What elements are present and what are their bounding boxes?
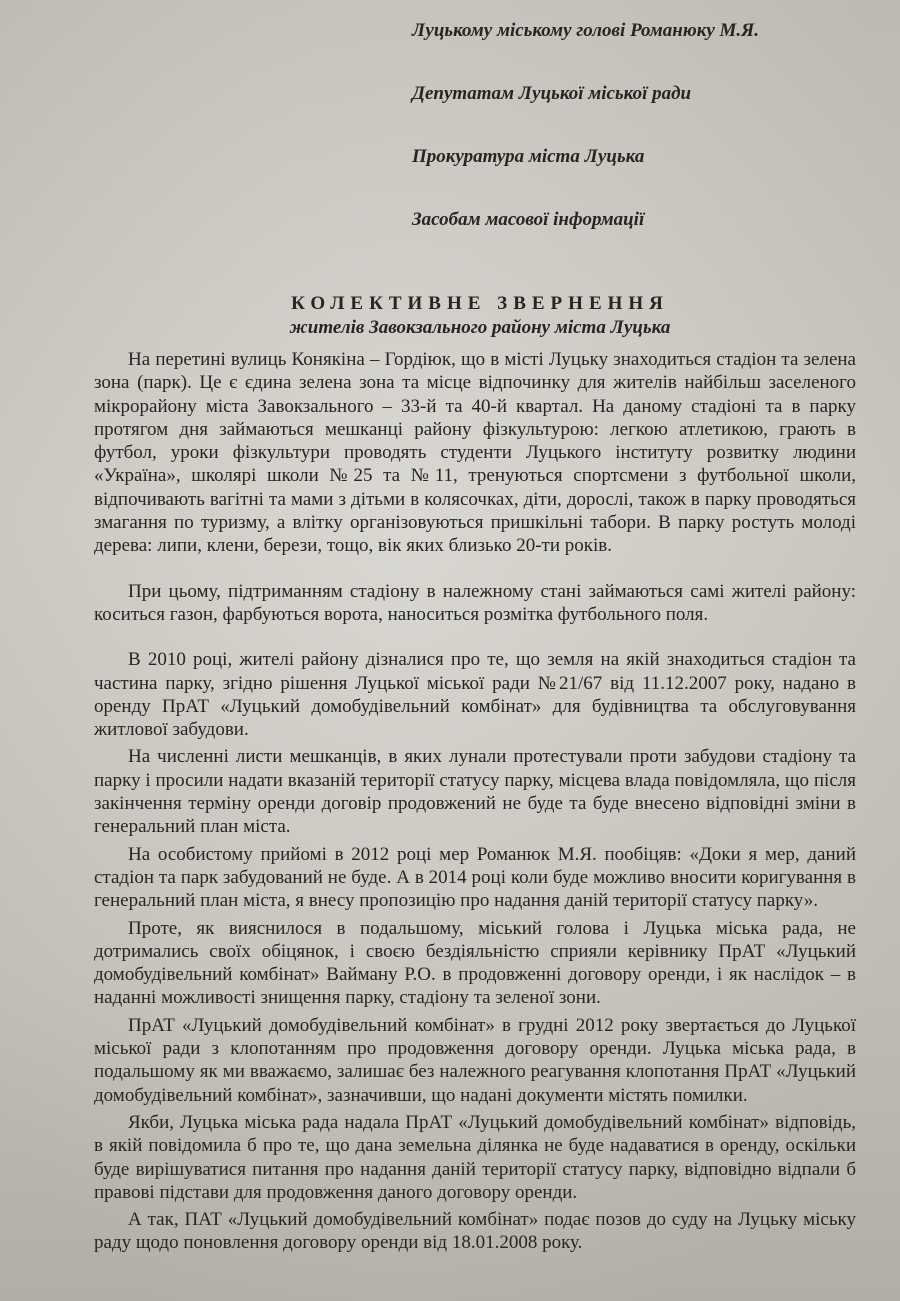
paragraph-park-description: На перетині вулиць Конякіна – Гордіюк, що в місті Луцьку знаходиться стадіон та зелена зона (парк). Це є єдина зелена зона та місце відпочинку для жителів найбільш заселеного мікрорайону міста Завокзального – 33-й та 40-й квартал. На даному стадіоні та в парку протягом дня займаються мешканці району фізкультурою: легкою атлетикою, грають в футбол, уроки фізкультури проводять студенти Луцького інституту розвитку людини «Україна», школярі школи №25 та №11, тренуються спортсмени з футбольної школи, відпочивають вагітні та мами з дітьми в колясочках, діти, дорослі, також в парку проводяться змагання по туризму, а влітку організовуються пришкільні табори. В парку ростуть молоді дерева: липи, клени, берези, тощо, вік яких близько 20-ти років. [94, 349, 856, 557]
addressee-prosecutor: Прокуратура міста Луцька [412, 146, 645, 167]
addressee-media: Засобам масової інформації [412, 209, 645, 230]
paragraph-mayor-promise: На особистому прийомі в 2012 році мер Романюк М.Я. пообіцяв: «Доки я мер, даний стадіон та парк забудований не буде. А в 2014 році коли буде можливо вносити коригування в генеральний план міста, я внесу пропозицію про надання даній території статусу парку». [94, 843, 856, 912]
paragraph-lawsuit: А так, ПАТ «Луцький домобудівельний комбінат» подає позов до суду на Луцьку міську раду щодо поновлення договору оренди від 18.01.2008 року. [94, 1209, 856, 1254]
addressee-deputies: Депутатам Луцької міської ради [412, 83, 692, 104]
title-block [100, 292, 860, 340]
paragraph-residents-letters: На численні листи мешканців, в яких лунали протестували проти забудови стадіону та парку і просили надати вказаній території статусу парку, місцева влада повідомляла, що після закінчення терміну оренди договір продовжений не буде та буде внесено відповідні зміни в генеральний план міста. [94, 746, 856, 838]
paragraph-extension-request: ПрАТ «Луцький домобудівельний комбінат» в грудні 2012 року звертається до Луцької міської ради з клопотанням про продовження договору оренди. Луцька міська рада, в подальшому як ми вважаємо, залишає без належного реагування клопотання ПрАТ «Луцький домобудівельний комбінат», зазначивши, що надані документи містять помилки. [94, 1014, 856, 1106]
addressee-mayor: Луцькому міському голові Романюку М.Я. [412, 20, 759, 41]
addressee-block [412, 20, 852, 231]
document-subtitle: жителів Завокзального району міста Луцька [289, 317, 671, 338]
letter-body [94, 348, 856, 1255]
paragraph-maintenance: При цьому, підтриманням стадіону в належному стані займаються самі жителі району: коситься газон, фарбуються ворота, наноситься розмітка футбольного поля. [94, 580, 856, 625]
document-title: КОЛЕКТИВНЕ ЗВЕРНЕННЯ [291, 293, 669, 314]
paragraph-lease-2010: В 2010 році, жителі району дізналися про те, що земля на якій знаходиться стадіон та частина парку, згідно рішення Луцької міської ради №21/67 від 11.12.2007 року, надано в оренду ПрАТ «Луцький домобудівельний комбінат» для будівництва та обслуговування житлової забудови. [94, 649, 856, 741]
paragraph-broken-promises: Проте, як вияснилося в подальшому, міський голова і Луцька міська рада, не дотримались своїх обіцянок, і своєю бездіяльністю сприяли керівнику ПрАТ «Луцький домобудівельний комбінат» Вайману Р.О. в продовженні договору оренди, і як наслідок – в наданні можливості знищення парку, стадіону та зеленої зони. [94, 917, 856, 1009]
paragraph-council-response: Якби, Луцька міська рада надала ПрАТ «Луцький домобудівельний комбінат» відповідь, в якій повідомила б про те, що дана земельна ділянка не буде надаватися в оренду, оскільки буде вирішуватися питання про надання даній території статусу парку, відповідно відпали б правові підстави для продовження даного договору оренди. [94, 1111, 856, 1203]
